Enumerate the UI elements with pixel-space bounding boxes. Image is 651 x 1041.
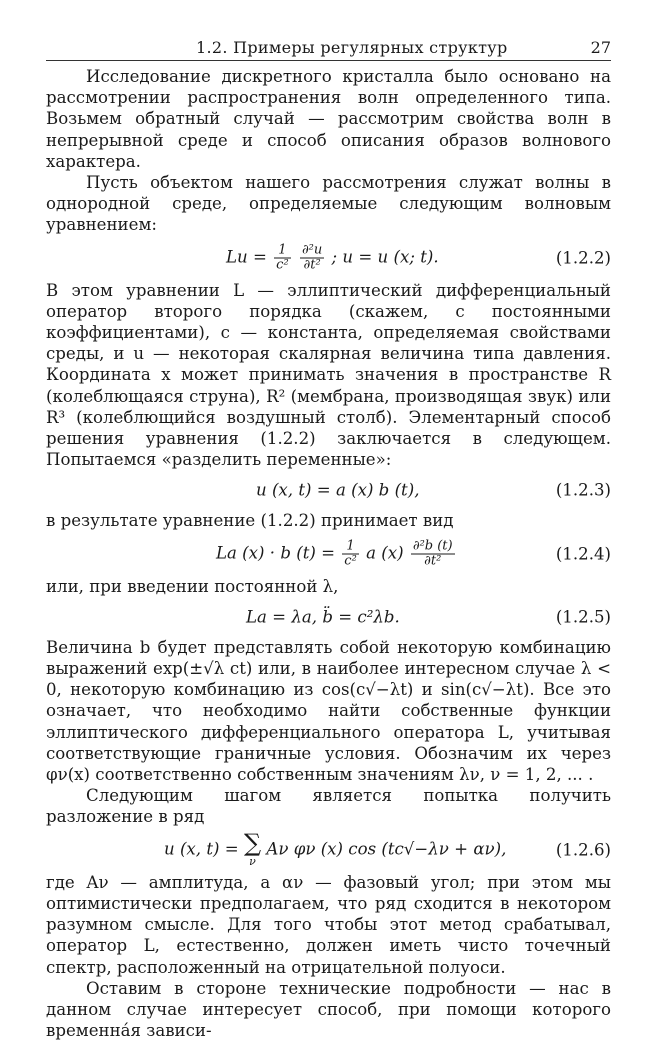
paragraph-technical: Оставим в стороне технические подробности — нас в данном случае интересует способ, при помощи которого временна́я зависи- [46, 978, 611, 1041]
eq-lhs: u (x, t) = [164, 839, 239, 859]
equation-1-2-2 [46, 236, 611, 280]
equation-1-2-6 [46, 828, 611, 872]
fraction-numerator: ∂²u [301, 242, 323, 258]
equation-1-2-4 [46, 532, 611, 576]
equation-number: (1.2.2) [555, 248, 611, 268]
fraction [274, 243, 291, 272]
equation-1-2-3 [46, 470, 611, 510]
eq-lhs: Lu = [226, 247, 267, 267]
fraction-derivative [411, 539, 455, 568]
fraction [342, 539, 359, 568]
eq-lhs: La (x) · b (t) = [216, 543, 336, 563]
equation-number: (1.2.5) [555, 607, 611, 627]
fraction-numerator: 1 [342, 539, 359, 554]
paragraph-intro: Исследование дискретного кристалла было основано на рассмотрении распространения волн определенного типа. Возьмем обратный случай — рассмотрим свойства волн в непрерывной среде и способ описания образов волнового характера. [46, 67, 611, 171]
paragraph-operator-description: В этом уравнении L — эллиптический дифференциальный оператор второго порядка (скажем, с постоянными коэффициентами), c — константа, определяемая свойствами среды, и u — некоторая скалярная величина типа давления. Координата x может принимать значения в пространстве R (колеблющаяся струна), R² (мембрана, производящая звук) или R³ (колеблющийся воздушный столб). Элементарный способ решения уравнения (1.2.2) заключается в следующем. Попытаемся «разделить переменные»: [46, 280, 611, 470]
paragraph-amplitude: где Aν — амплитуда, а αν — фазовый угол; при этом мы оптимистически предполагаем, что ряд сходится в некотором разумном смысле. Для того чтобы этот метод срабатывал, оператор L, естественно, должен иметь чисто точечный спектр, расположенный на отрицательной полуоси. [46, 872, 611, 977]
fraction-denominator: ∂t² [424, 553, 442, 569]
equation-number: (1.2.3) [555, 480, 611, 500]
fraction-denominator: ∂t² [303, 257, 321, 273]
paragraph-series-intro: Следующим шагом является попытка получить разложение в ряд [46, 786, 611, 827]
summation [243, 828, 262, 869]
fraction-denominator: c² [276, 257, 289, 273]
fraction-numerator: ∂²b (t) [412, 538, 453, 554]
body-text [46, 66, 611, 1041]
paragraph-lambda: или, при введении постоянной λ, [46, 576, 339, 596]
eq-rhs: Aν φν (x) cos (tc√−λν + αν), [266, 839, 507, 859]
paragraph-wave-equation-intro: Пусть объектом нашего рассмотрения служат волны в однородной среде, определяемые следующим волновым уравнением: [46, 173, 611, 235]
eq-mid: a (x) [366, 543, 404, 563]
page-number: 27 [590, 38, 611, 57]
fraction-numerator: 1 [274, 243, 291, 258]
equation-number: (1.2.4) [555, 544, 611, 564]
running-title: 1.2. Примеры регулярных структур [196, 38, 508, 57]
eq-formula: u (x, t) = a (x) b (t), [256, 480, 420, 500]
sigma-symbol: ∑ [243, 828, 262, 857]
equation-number: (1.2.6) [555, 840, 611, 860]
fraction-denominator: c² [344, 553, 357, 569]
paragraph-result: в результате уравнение (1.2.2) принимает вид [46, 511, 454, 531]
eq-rhs: ; u = u (x; t). [331, 247, 439, 267]
summation-index: ν [249, 854, 256, 868]
equation-1-2-5 [46, 597, 611, 637]
running-header [46, 36, 611, 61]
eq-formula: La = λa, b̈ = c²λb. [246, 607, 400, 627]
fraction-derivative [300, 243, 324, 272]
paragraph-eigenfunctions: Величина b будет представлять собой некоторую комбинацию выражений exp(±√λ ct) или, в наиболее интересном случае λ < 0, некоторую комбинацию из cos(c√−λt) и sin(c√−λt). Все это означает, что необходимо найти собственные функции эллиптического дифференциального оператора L, учитывая соответствующие граничные условия. Обозначим их через φν(x) соответственно собственным значениям λν, ν = 1, 2, ... . [46, 637, 611, 785]
